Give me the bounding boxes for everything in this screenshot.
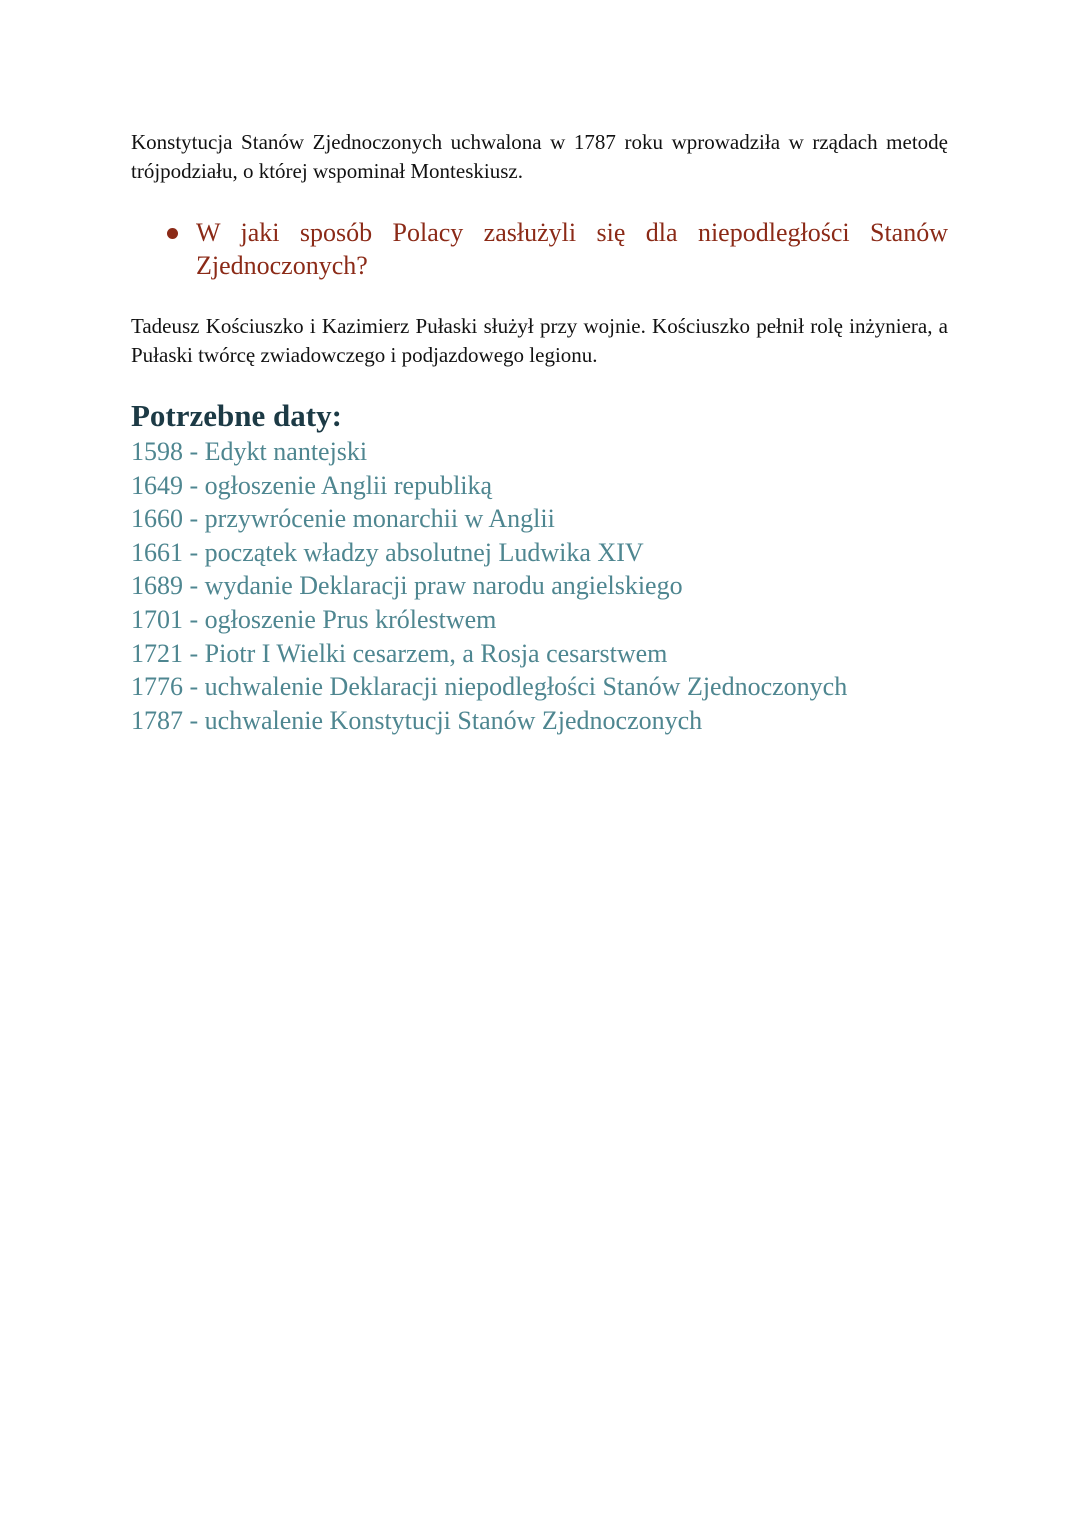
dates-list (131, 435, 948, 737)
date-event: początek władzy absolutnej Ludwika XIV (204, 537, 644, 567)
dates-heading: Potrzebne daty: (131, 398, 342, 433)
date-year: 1787 (131, 705, 183, 735)
question-list (131, 216, 948, 282)
date-item: 1660 - przywrócenie monarchii w Anglii (131, 504, 555, 534)
date-year: 1660 (131, 504, 183, 534)
date-event: ogłoszenie Prus królestwem (204, 604, 497, 634)
date-item: 1661 - początek władzy absolutnej Ludwika XIV (131, 537, 644, 567)
date-event: uchwalenie Konstytucji Stanów Zjednoczonych (204, 705, 703, 735)
date-year: 1649 (131, 470, 183, 500)
paragraph-polish-contribution: Tadeusz Kościuszko i Kazimierz Pułaski służył przy wojnie. Kościuszko pełnił rolę inżyniera, a Pułaski twórcę zwiadowczego i podjazdowego legionu. (131, 314, 948, 367)
date-year: 1689 (131, 571, 183, 601)
date-item: 1598 - Edykt nantejski (131, 437, 368, 466)
date-event: uchwalenie Deklaracji niepodległości Stanów Zjednoczonych (204, 672, 848, 702)
date-item: 1776 - uchwalenie Deklaracji niepodległości Stanów Zjednoczonych (131, 672, 848, 702)
bullet-icon (167, 228, 178, 239)
date-year: 1776 (131, 672, 183, 702)
question-text: W jaki sposób Polacy zasłużyli się dla niepodległości Stanów Zjednoczonych? (196, 218, 948, 280)
date-event: Piotr I Wielki cesarzem, a Rosja cesarstwem (204, 638, 668, 668)
paragraph-constitution: Konstytucja Stanów Zjednoczonych uchwalona w 1787 roku wprowadziła w rządach metodę trójpodziału, o której wspominał Monteskiusz. (131, 130, 948, 183)
document-page (131, 128, 948, 737)
date-event: Edykt nantejski (204, 437, 368, 466)
date-year: 1661 (131, 537, 183, 567)
question-item (131, 216, 948, 282)
date-year: 1701 (131, 604, 183, 634)
date-item: 1689 - wydanie Deklaracji praw narodu angielskiego (131, 571, 683, 601)
date-item: 1721 - Piotr I Wielki cesarzem, a Rosja cesarstwem (131, 638, 668, 668)
date-item: 1701 - ogłoszenie Prus królestwem (131, 604, 497, 634)
date-event: ogłoszenie Anglii republiką (204, 470, 493, 500)
date-item: 1649 - ogłoszenie Anglii republiką (131, 470, 493, 500)
date-item: 1787 - uchwalenie Konstytucji Stanów Zjednoczonych (131, 705, 703, 735)
date-event: przywrócenie monarchii w Anglii (204, 504, 555, 534)
date-year: 1598 (131, 437, 183, 466)
date-event: wydanie Deklaracji praw narodu angielskiego (204, 571, 683, 601)
date-year: 1721 (131, 638, 183, 668)
